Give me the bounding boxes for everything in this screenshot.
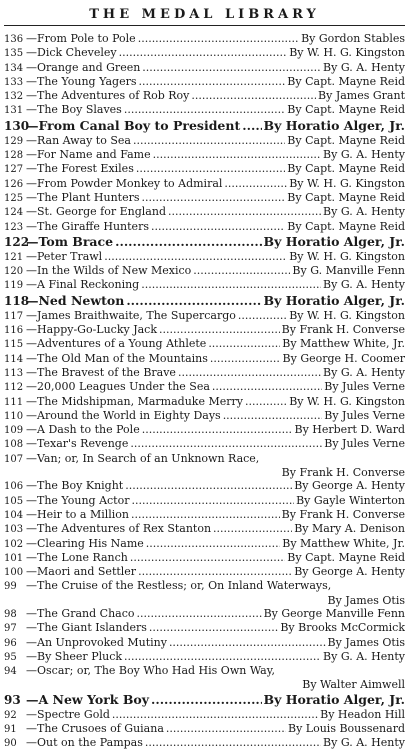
book-entry-row [4,323,405,337]
book-title: —From Pole to Pole [26,32,136,45]
book-number: 96 [4,637,17,649]
book-title: —The Adventures of Rob Roy [26,89,190,103]
book-author: By G. A. Henty [323,649,405,663]
dot-leader [124,650,321,663]
book-entry [4,250,405,264]
book-title: —Around the World in Eighty Days [26,408,221,422]
dot-leader [191,89,316,102]
book-number: 133 [4,76,24,88]
book-title: —The Cruise of the Restless; or, On Inland Waterways, [26,579,332,593]
book-entry-row [4,293,405,309]
book-title: —The Crusoes of Guiana [26,722,164,736]
book-number: 116 [4,325,24,337]
book-entry [4,220,405,234]
book-entry-row [4,352,405,366]
book-entry-row [4,508,405,522]
dot-leader [125,479,292,492]
book-entry [4,736,405,750]
page-header: THE MEDAL LIBRARY [89,7,320,22]
book-entry [4,380,405,394]
dot-leader [136,162,285,175]
book-entry-row [4,551,405,565]
book-title: —20,000 Leagues Under the Sea [26,380,210,394]
dot-leader [151,692,262,707]
book-title: —The Boy Slaves [26,103,122,117]
book-title: —Adventures of a Young Athlete [26,337,207,351]
book-entry [4,75,405,89]
book-entry [4,309,405,323]
book-number: 99 [4,581,17,593]
book-title: —The Giraffe Hunters [26,219,149,233]
book-author: By W. H. G. Kingston [289,394,405,408]
book-entry [4,352,405,366]
book-entry-row [4,118,405,134]
book-title: —Texar's Revenge [26,437,129,451]
book-number: 119 [4,280,24,292]
book-author: By Matthew White, Jr. [282,536,405,550]
book-author: By Capt. Mayne Reid [287,162,405,176]
book-entry-row [4,437,405,451]
book-title: —Tom Brace [26,233,114,249]
book-number: 132 [4,91,24,103]
book-entry-row [4,89,405,103]
book-entry-row [4,736,405,750]
book-entry-row [4,177,405,191]
book-author: By Gordon Stables [301,32,405,45]
dot-leader [130,437,322,450]
book-entry-row [4,191,405,205]
book-title: —An Unprovoked Mutiny [26,635,167,649]
book-title: —A Final Reckoning [26,278,140,292]
book-entry-row [4,103,405,117]
book-author: By Gayle Winterton [296,493,405,507]
book-entry-row [4,409,405,423]
dot-leader [112,708,318,721]
book-number: 130 [4,118,30,133]
book-title: —The Lone Ranch [26,550,128,564]
book-entry-row [4,452,405,466]
book-author: By George Manville Fenn [263,606,405,620]
book-author: By Brooks McCormick [280,621,405,635]
book-title: —For Name and Fame [26,148,151,162]
dot-leader [245,395,287,408]
dot-leader [142,61,321,74]
dot-leader [142,423,293,436]
book-number: 105 [4,495,24,507]
book-entry [4,61,405,75]
book-author: By Capt. Mayne Reid [287,190,405,204]
book-entry-row [4,250,405,264]
book-entry [4,148,405,162]
book-title: —The Plant Hunters [26,190,140,204]
book-author: By Jules Verne [324,437,405,451]
book-number: 103 [4,524,24,536]
book-author: By George A. Henty [294,565,405,579]
book-number: 108 [4,439,24,451]
book-number: 102 [4,538,24,550]
book-number: 117 [4,310,24,322]
book-entry-row [4,722,405,736]
book-title: —From Powder Monkey to Admiral [26,176,223,190]
book-entry [4,323,405,337]
book-entry [4,89,405,103]
book-title: —The Young Actor [26,493,130,507]
dot-leader [151,220,285,233]
book-entry [4,423,405,437]
dot-leader [224,177,287,190]
book-title: —Out on the Pampas [26,736,143,750]
book-title: —Ned Newton [26,292,125,308]
book-number: 91 [4,724,17,736]
book-number: 122 [4,234,30,249]
book-author: By Capt. Mayne Reid [287,74,405,88]
book-title: —Clearing His Name [26,536,144,550]
book-number: 101 [4,552,24,564]
book-entry [4,522,405,536]
book-title: —The Boy Knight [26,479,124,493]
book-entry [4,636,405,650]
book-entry [4,264,405,278]
book-number: 114 [4,353,24,365]
book-title: —A New York Boy [26,691,149,707]
book-number: 110 [4,410,24,422]
book-author: By Horatio Alger, Jr. [263,233,405,249]
book-entry [4,537,405,551]
book-entry-row [4,423,405,437]
book-entry-row [4,32,405,46]
book-title: —Oscar; or, The Boy Who Had His Own Way, [26,664,275,678]
book-number: 121 [4,251,24,263]
book-entry-row [4,607,405,621]
book-entry [4,118,405,134]
book-title: —In the Wilds of New Mexico [26,264,192,278]
book-author: By George H. Coomer [282,351,405,365]
book-title: —Maori and Settler [26,565,137,579]
dot-leader [149,621,278,634]
book-entry [4,494,405,508]
book-entry-row [4,537,405,551]
book-author-continued: By Walter Aimwell [302,678,405,692]
book-entry-row [4,61,405,75]
book-entry [4,607,405,621]
book-number: 115 [4,339,24,351]
book-author: By Jules Verne [324,408,405,422]
header-rule [4,25,405,26]
book-number: 126 [4,178,24,190]
book-title: —The Old Man of the Mountains [26,351,208,365]
book-author: By G. A. Henty [323,365,405,379]
book-number: 100 [4,567,24,579]
book-entry-row [4,337,405,351]
dot-leader [130,551,285,564]
book-author: By Jules Verne [324,380,405,394]
book-entry [4,177,405,191]
book-number: 120 [4,266,24,278]
dot-leader [238,309,287,322]
book-entry [4,579,405,607]
book-entry [4,708,405,722]
book-entry-row [4,162,405,176]
book-author: By James Grant [318,89,405,103]
book-author: By Horatio Alger, Jr. [263,292,405,308]
book-entry [4,278,405,292]
book-author: By G. A. Henty [323,60,405,74]
book-title: —The Grand Chaco [26,606,135,620]
book-entry [4,32,405,46]
book-author: By Horatio Alger, Jr. [263,691,405,707]
book-entry-row [4,479,405,493]
book-title: —The Midshipman, Marmaduke Merry [26,394,243,408]
dot-leader [138,565,292,578]
book-title: —James Braithwaite, The Supercargo [26,308,236,322]
book-entry [4,234,405,250]
dot-leader [242,118,261,133]
book-entry-row [4,366,405,380]
dot-leader [133,134,285,147]
book-author-continued: By James Otis [327,593,405,607]
book-entry-row [4,650,405,664]
dot-leader [104,250,287,263]
book-entry [4,205,405,219]
book-entry [4,134,405,148]
book-author: By Frank H. Converse [281,323,405,337]
dot-leader [168,205,321,218]
book-author: By W. H. G. Kingston [289,308,405,322]
book-entry [4,565,405,579]
dot-leader [142,191,286,204]
book-entry [4,366,405,380]
book-title: —The Forest Exiles [26,162,134,176]
book-number: 129 [4,135,24,147]
book-entry-row [4,134,405,148]
dot-leader [223,409,323,422]
book-title: —Van; or, In Search of an Unknown Race, [26,451,260,465]
book-author: By Mary A. Denison [294,522,405,536]
dot-leader [119,46,288,59]
book-number: 107 [4,453,24,465]
book-entry-row [4,220,405,234]
book-author: By G. A. Henty [323,205,405,219]
book-entry-row [4,46,405,60]
book-entry-row [4,75,405,89]
book-author: By Capt. Mayne Reid [287,133,405,147]
book-number: 123 [4,221,24,233]
book-entry [4,395,405,409]
book-author: By Capt. Mayne Reid [287,103,405,117]
book-entry [4,664,405,692]
dot-leader [210,352,281,365]
book-entry-row [4,621,405,635]
book-title: —The Young Yagers [26,74,137,88]
dot-leader [178,366,321,379]
book-title: —Orange and Green [26,60,141,74]
book-number: 90 [4,738,17,750]
dot-leader [169,636,326,649]
dot-leader [146,537,280,550]
book-number: 136 [4,34,24,45]
book-number: 104 [4,509,24,521]
book-number: 134 [4,62,24,74]
book-entry-row [4,636,405,650]
book-entry [4,191,405,205]
book-number: 112 [4,382,24,394]
book-author: By Herbert D. Ward [294,423,405,437]
book-entry [4,46,405,60]
book-number: 111 [4,396,24,408]
book-title: —From Canal Boy to President [26,117,241,133]
book-number: 92 [4,709,17,721]
book-number: 125 [4,192,24,204]
dot-leader [212,380,322,393]
book-author-continued: By Frank H. Converse [281,466,405,480]
book-entry [4,437,405,451]
book-number: 131 [4,105,24,117]
dot-leader [166,722,286,735]
book-entry-row [4,278,405,292]
book-author: By W. H. G. Kingston [289,176,405,190]
dot-leader [124,103,285,116]
book-author: By Matthew White, Jr. [282,337,405,351]
book-number: 106 [4,481,24,493]
dot-leader [115,234,261,249]
dot-leader [159,323,280,336]
book-entry [4,452,405,480]
book-number: 124 [4,207,24,219]
book-title: —Spectre Gold [26,707,110,721]
book-entry [4,650,405,664]
book-author: By W. H. G. Kingston [289,249,405,263]
dot-leader [138,32,299,45]
dot-leader [193,264,290,277]
book-number: 118 [4,293,30,308]
book-title: —Dick Cheveley [26,46,117,60]
book-number: 113 [4,367,24,379]
book-title: —Ran Away to Sea [26,133,131,147]
book-entry [4,551,405,565]
book-author: By George A. Henty [294,479,405,493]
book-number: 95 [4,651,17,663]
book-entry-row [4,494,405,508]
book-title: —The Adventures of Rex Stanton [26,522,212,536]
book-entry-row [4,708,405,722]
book-entry [4,293,405,309]
book-title: —The Bravest of the Brave [26,365,176,379]
book-entry-row [4,664,405,678]
book-number: 94 [4,666,17,678]
book-entry-row [4,395,405,409]
book-entry-row [4,565,405,579]
dot-leader [145,736,321,749]
book-entry-row [4,205,405,219]
book-author: By Headon Hill [320,707,405,721]
book-author: By Frank H. Converse [281,507,405,521]
book-author: By Capt. Mayne Reid [287,219,405,233]
book-title: —Happy-Go-Lucky Jack [26,323,158,337]
book-entry [4,722,405,736]
dot-leader [131,508,280,521]
book-author: By James Otis [327,635,405,649]
book-entry [4,479,405,493]
book-number: 93 [4,692,21,707]
book-entry-row [4,522,405,536]
dot-leader [137,607,262,620]
book-author: By G. Manville Fenn [292,264,405,278]
book-entry-row [4,148,405,162]
book-number: 127 [4,164,24,176]
book-author: By Capt. Mayne Reid [287,550,405,564]
book-title: —By Sheer Pluck [26,649,123,663]
dot-leader [141,278,321,291]
book-number: 135 [4,48,24,60]
book-author: By Louis Boussenard [288,722,405,736]
book-title: —Heir to a Million [26,507,130,521]
book-number: 109 [4,425,24,437]
book-title: —The Giant Islanders [26,621,147,635]
book-entry-row [4,234,405,250]
book-entry [4,621,405,635]
book-author: By Horatio Alger, Jr. [263,117,405,133]
book-author: By W. H. G. Kingston [289,46,405,60]
dot-leader [131,494,294,507]
book-entry [4,337,405,351]
book-entry-row [4,380,405,394]
book-entry [4,508,405,522]
book-author: By G. A. Henty [323,736,405,750]
dot-leader [213,522,292,535]
book-author: By G. A. Henty [323,278,405,292]
book-entry [4,409,405,423]
dot-leader [153,148,321,161]
book-entry-row [4,309,405,323]
dot-leader [208,337,280,350]
book-author: By G. A. Henty [323,148,405,162]
book-title: —A Dash to the Pole [26,423,140,437]
book-entry-row [4,579,405,593]
book-title: —St. George for England [26,205,166,219]
book-entry [4,103,405,117]
book-number: 97 [4,623,17,635]
book-title: —Peter Trawl [26,249,103,263]
dot-leader [126,293,261,308]
book-number: 128 [4,150,24,162]
book-number: 98 [4,608,17,620]
book-list [4,32,405,751]
book-entry-row [4,264,405,278]
book-entry [4,162,405,176]
dot-leader [138,75,285,88]
